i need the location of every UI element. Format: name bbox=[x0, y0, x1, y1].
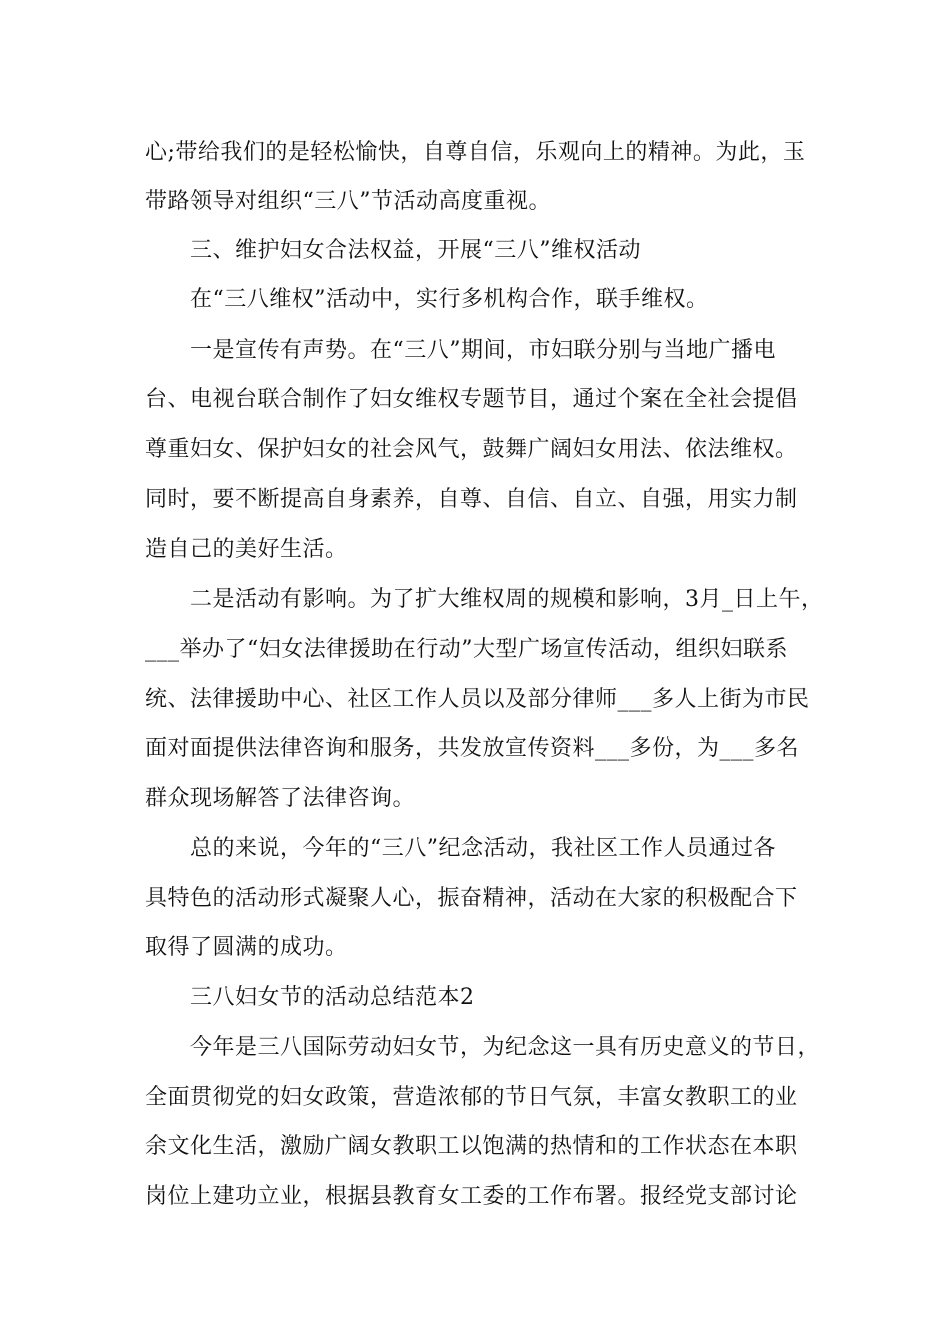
text-line: 台、电视台联合制作了妇女维权专题节目，通过个案在全社会提倡 bbox=[145, 387, 798, 412]
text-line: 同时，要不断提高自身素养，自尊、自信、自立、自强，用实力制 bbox=[145, 487, 798, 512]
section-heading: 三、维护妇女合法权益，开展“三八”维权活动 bbox=[190, 238, 641, 263]
text-line: 余文化生活，激励广阔女教职工以饱满的热情和的工作状态在本职 bbox=[145, 1134, 798, 1159]
text-line: 心;带给我们的是轻松愉快，自尊自信，乐观向上的精神。为此，玉 bbox=[145, 140, 806, 165]
text-line: 群众现场解答了法律咨询。 bbox=[145, 786, 416, 811]
text-line: 统、法律援助中心、社区工作人员以及部分律师___多人上街为市民 bbox=[145, 687, 810, 712]
text-line: 今年是三八国际劳动妇女节，为纪念这一具有历史意义的节日， bbox=[190, 1035, 821, 1060]
text-line: 全面贯彻党的妇女政策，营造浓郁的节日气氛，丰富女教职工的业 bbox=[145, 1085, 798, 1110]
text-line: 二是活动有影响。为了扩大维权周的规模和影响，3月_日上午， bbox=[190, 587, 824, 612]
text-line: 总的来说，今年的“三八”纪念活动，我社区工作人员通过各 bbox=[190, 836, 776, 861]
text-line: 面对面提供法律咨询和服务，共发放宣传资料___多份，为___多名 bbox=[145, 736, 800, 761]
text-line: 尊重妇女、保护妇女的社会风气，鼓舞广阔妇女用法、依法维权。 bbox=[145, 437, 798, 462]
text-line: 岗位上建功立业，根据县教育女工委的工作布署。报经党支部讨论 bbox=[145, 1184, 798, 1209]
text-line: 造自己的美好生活。 bbox=[145, 537, 348, 562]
text-line: 具特色的活动形式凝聚人心，振奋精神，活动在大家的积极配合下 bbox=[145, 886, 798, 911]
text-line: 一是宣传有声势。在“三八”期间，市妇联分别与当地广播电 bbox=[190, 338, 776, 363]
text-line: 在“三八维权”活动中，实行多机构合作，联手维权。 bbox=[190, 287, 709, 312]
text-line: 带路领导对组织“三八”节活动高度重视。 bbox=[145, 189, 551, 214]
text-line: ___举办了“妇女法律援助在行动”大型广场宣传活动，组织妇联系 bbox=[145, 637, 788, 662]
section-title: 三八妇女节的活动总结范本2 bbox=[190, 985, 475, 1010]
text-line: 取得了圆满的成功。 bbox=[145, 935, 348, 960]
